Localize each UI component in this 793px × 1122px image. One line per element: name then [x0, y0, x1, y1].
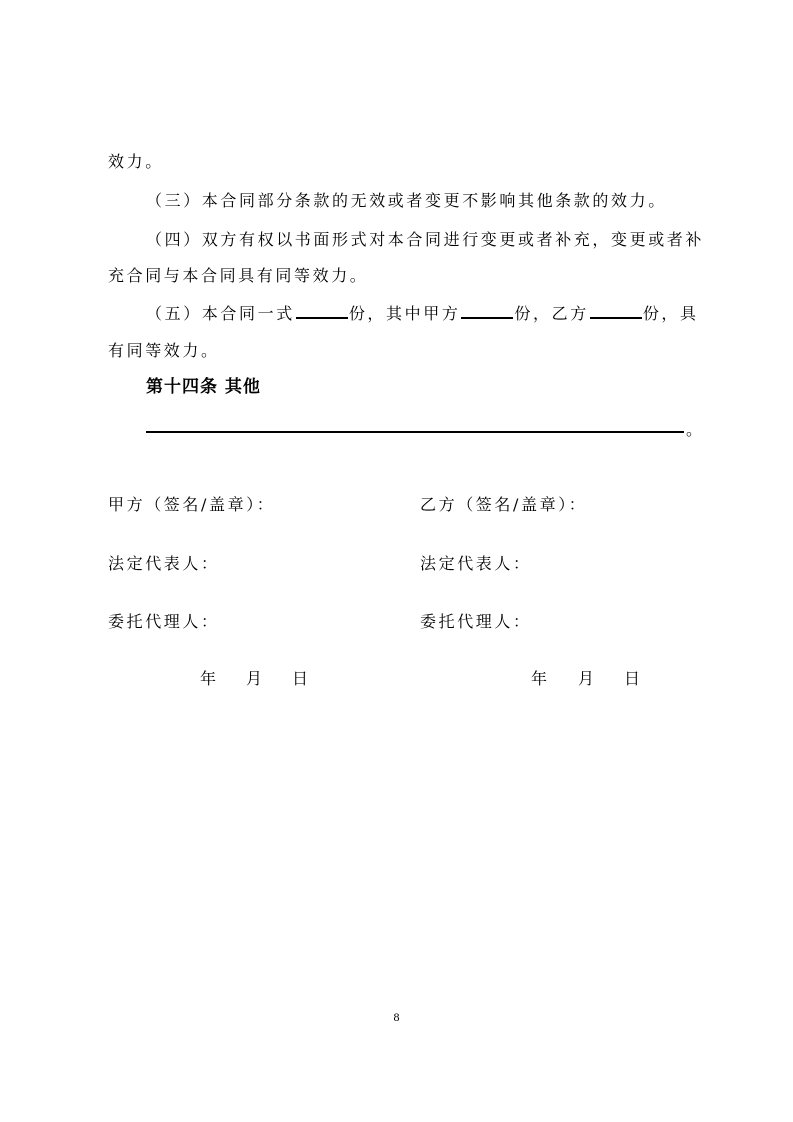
page-number: 8: [393, 1010, 400, 1024]
clause-item-5-text-4: 份，具: [642, 304, 699, 323]
clause-item-5-line-1: [146, 303, 699, 324]
copies-party-a-blank: [461, 303, 513, 319]
clause-item-5-text-2: 份，其中甲方: [348, 304, 461, 323]
clause-item-4-line-2: 充合同与本合同具有同等效力。: [108, 266, 369, 285]
clause-item-4-line-1: （四）双方有权以书面形式对本合同进行变更或者补充，变更或者补: [146, 230, 705, 249]
clause-item-3: （三）本合同部分条款的无效或者变更不影响其他条款的效力。: [146, 191, 667, 210]
clause-item-5-text-1: （五）本合同一式: [146, 304, 295, 323]
section-14-line-end: 。: [686, 420, 703, 439]
section-14-heading: 第十四条 其他: [146, 377, 261, 397]
party-b-date-month: 月: [578, 669, 595, 688]
party-a-legal-rep-label: 法定代表人：: [108, 554, 220, 573]
copies-total-blank: [296, 303, 348, 319]
party-b-agent-label: 委托代理人：: [420, 612, 532, 631]
clause-continuation: 效力。: [108, 152, 164, 171]
party-b-date-day: 日: [624, 669, 641, 688]
party-a-signature-label: 甲方（签名/盖章）：: [108, 495, 276, 514]
party-a-date-year: 年: [200, 669, 217, 688]
party-a-agent-label: 委托代理人：: [108, 612, 220, 631]
party-b-date-year: 年: [531, 669, 548, 688]
party-b-date: [0, 669, 793, 689]
clause-item-5-text-3: 份，乙方: [514, 304, 589, 323]
party-b-signature-label: 乙方（签名/盖章）：: [420, 495, 588, 514]
party-a-date-month: 月: [246, 669, 263, 688]
section-14-fill-line: [146, 431, 684, 433]
party-a-date-day: 日: [292, 669, 309, 688]
copies-party-b-blank: [590, 303, 642, 319]
party-b-legal-rep-label: 法定代表人：: [420, 554, 532, 573]
clause-item-5-line-2: 有同等效力。: [108, 341, 220, 360]
